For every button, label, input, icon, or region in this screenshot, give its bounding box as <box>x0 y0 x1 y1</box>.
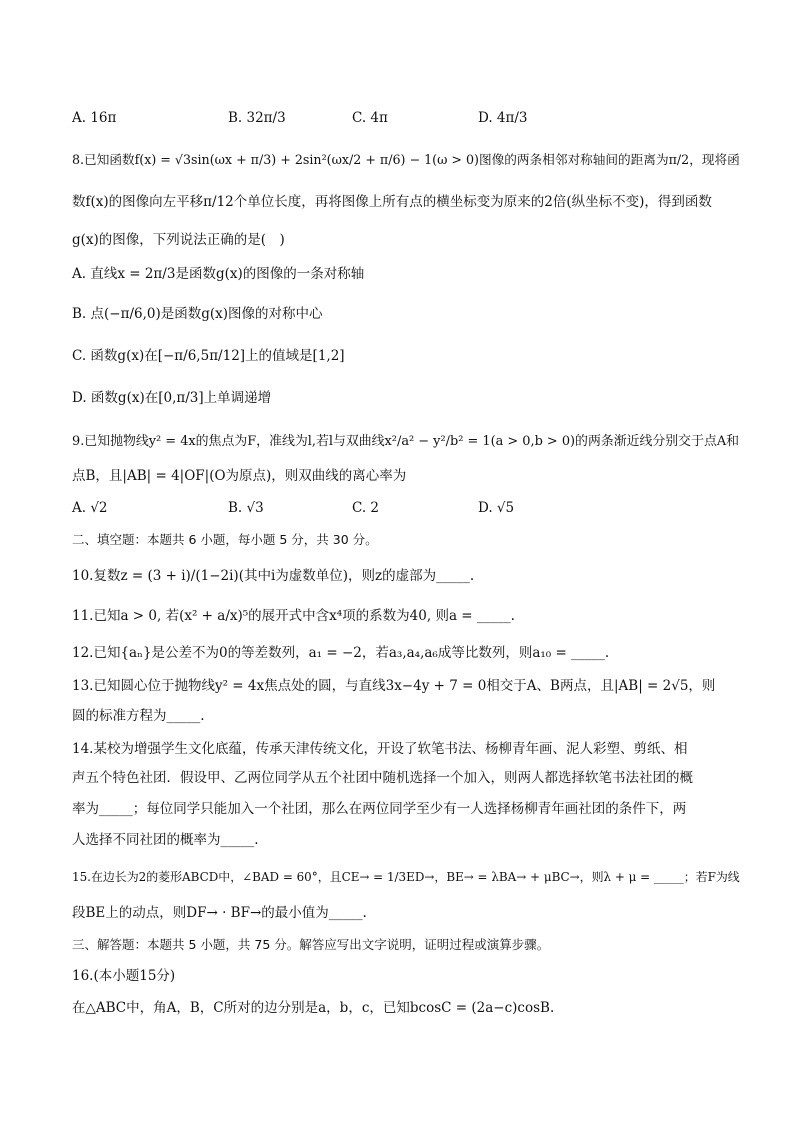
section-2-heading: 二、填空题：本题共 6 小题，每小题 5 分，共 30 分。 <box>72 532 378 547</box>
question-14-line-4: 人选择不同社团的概率为_____. <box>72 832 259 848</box>
question-14-line-2: 声五个特色社团．假设甲、乙两位同学从五个社团中随机选择一个加入，则两人都选择软笔书法社团的概 <box>72 770 693 786</box>
question-9-option-d: D. √5 <box>478 500 515 516</box>
option-b: B. 32π/3 <box>228 110 286 126</box>
option-d: D. 4π/3 <box>478 110 528 126</box>
option-c: C. 4π <box>352 110 388 126</box>
question-8-option-c: C. 函数g(x)在[−π/6,5π/12]上的值域是[1,2] <box>72 348 345 364</box>
question-8-option-b: B. 点(−π/6,0)是函数g(x)图像的对称中心 <box>72 306 323 322</box>
question-15-line-2: 段BE上的动点，则DF→ · BF→的最小值为_____. <box>72 905 367 921</box>
question-16-title: 16.(本小题15分) <box>72 968 176 984</box>
question-13-line-1: 13.已知圆心位于抛物线y² = 4x焦点处的圆，与直线3x−4y + 7 = 0相交于A、B两点，且|AB| = 2√5，则 <box>72 678 716 694</box>
question-8-option-a: A. 直线x = 2π/3是函数g(x)的图像的一条对称轴 <box>72 266 365 282</box>
question-11: 11.已知a > 0, 若(x² + a/x)⁵的展开式中含x⁴项的系数为40, 则a = _____. <box>72 608 515 624</box>
question-14-line-3: 率为_____；每位同学只能加入一个社团，那么在两位同学至少有一人选择杨柳青年画社团的条件下，两 <box>72 801 687 817</box>
question-14-line-1: 14.某校为增强学生文化底蕴，传承天津传统文化，开设了软笔书法、杨柳青年画、泥人彩塑、剪纸、相 <box>72 741 688 757</box>
question-9-option-b: B. √3 <box>228 500 264 516</box>
question-8-line-1: 8.已知函数f(x) = √3sin(ωx + π/3) + 2sin²(ωx/2 + π/6) − 1(ω > 0)图像的两条相邻对称轴间的距离为π/2，现将函 <box>72 152 740 167</box>
question-13-line-2: 圆的标准方程为_____. <box>72 708 205 724</box>
question-9-line-2: 点B，且|AB| = 4|OF|(O为原点)，则双曲线的离心率为 <box>72 468 407 484</box>
section-3-heading: 三、解答题：本题共 5 小题，共 75 分。解答应写出文字说明，证明过程或演算步骤。 <box>72 937 550 952</box>
question-9-option-c: C. 2 <box>352 500 380 516</box>
question-16-body: 在△ABC中，角A，B，C所对的边分别是a，b，c，已知bcosC = (2a−c)cosB. <box>72 1000 555 1016</box>
question-8-line-2: 数f(x)的图像向左平移π/12个单位长度，再将图像上所有点的横坐标变为原来的2倍(纵坐标不变)，得到函数 <box>72 194 712 210</box>
option-a: A. 16π <box>72 110 117 126</box>
question-10: 10.复数z = (3 + i)/(1−2i)(其中i为虚数单位)，则z的虚部为_____. <box>72 568 475 584</box>
question-8-line-3: g(x)的图像，下列说法正确的是( ) <box>72 232 285 248</box>
question-15-line-1: 15.在边长为2的菱形ABCD中，∠BAD = 60°，且CE→ = 1/3ED→，BE→ = λBA→ + μBC→，则λ + μ = _____；若F为线 <box>72 870 740 884</box>
question-8-option-d: D. 函数g(x)在[0,π/3]上单调递增 <box>72 390 272 406</box>
question-12: 12.已知{aₙ}是公差不为0的等差数列，a₁ = −2，若a₃,a₄,a₆成等比数列，则a₁₀ = _____. <box>72 645 610 661</box>
question-9-line-1: 9.已知抛物线y² = 4x的焦点为F，准线为l,若l与双曲线x²/a² − y²/b² = 1(a > 0,b > 0)的两条渐近线分别交于点A和 <box>72 434 740 449</box>
question-9-option-a: A. √2 <box>72 500 108 516</box>
